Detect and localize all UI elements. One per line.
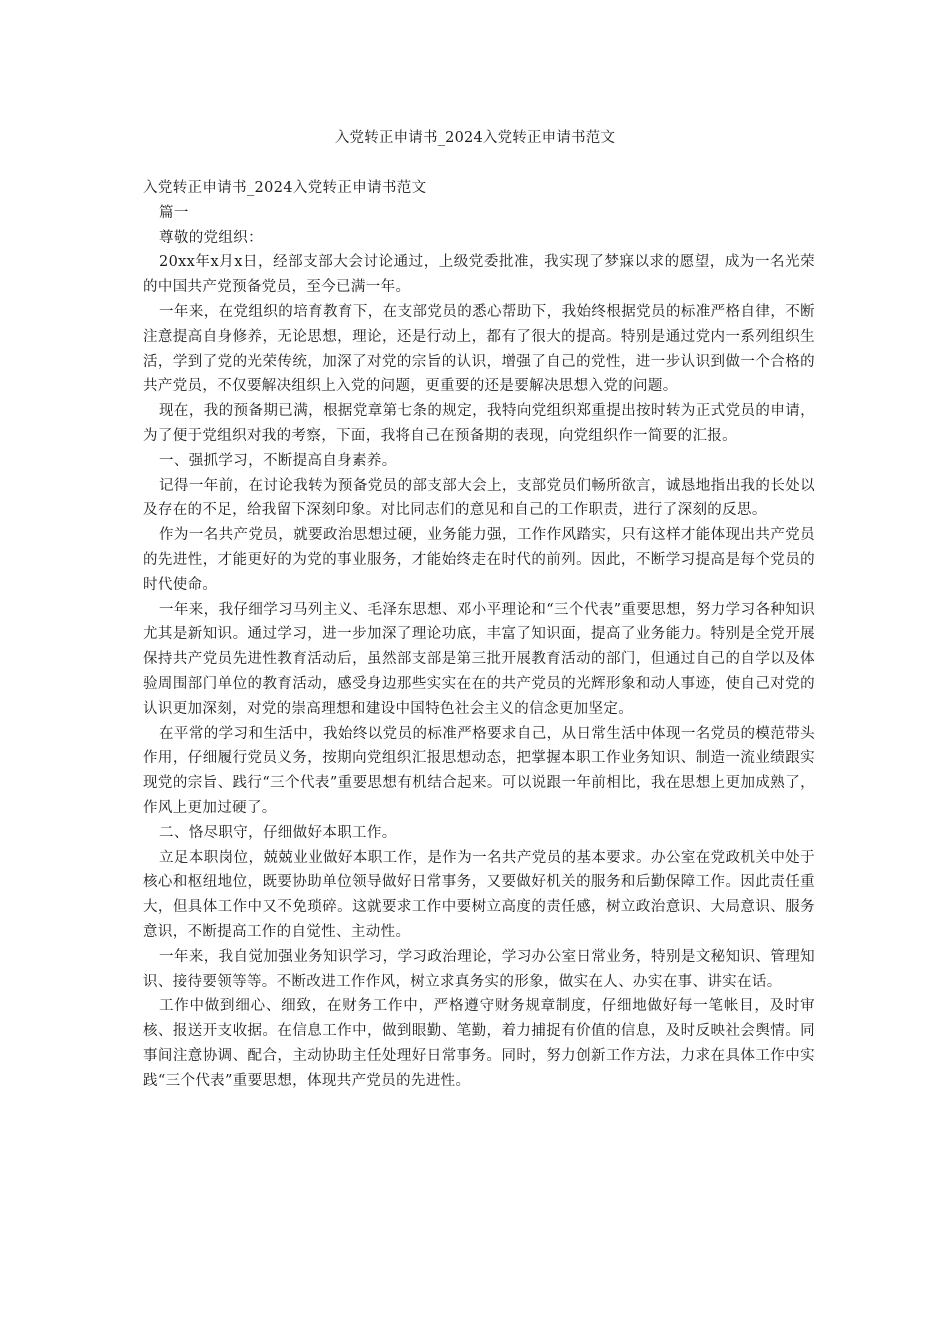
section-label: 篇一 [159,204,189,221]
document-title: 入党转正申请书_2024入党转正申请书范文 [334,130,616,146]
document-body [143,176,815,1093]
paragraph: 立足本职岗位，兢兢业业做好本职工作，是作为一名共产党员的基本要求。办公室在党政机关中处于核心和枢纽地位，既要协助单位领导做好日常事务，又要做好机关的服务和后勤保障工作。因此责任重大，但具体工作中又不免琐碎。这就要求工作中要树立高度的责任感，树立政治意识、大局意识、服务意识，不断提高工作的自觉性、主动性。 [143,849,815,940]
paragraph: 现在，我的预备期已满，根据党章第七条的规定，我特向党组织郑重提出按时转为正式党员的申请，为了便于党组织对我的考察，下面，我将自己在预备期的表现，向党组织作一简要的汇报。 [143,403,815,444]
paragraph: 在平常的学习和生活中，我始终以党员的标准严格要求自己，从日常生活中体现一名党员的模范带头作用，仔细履行党员义务，按期向党组织汇报思想动态，把掌握本职工作业务知识、制造一流业绩跟实现党的宗旨、践行“三个代表”重要思想有机结合起来。可以说跟一年前相比，我在思想上更加成熟了，作风上更加过硬了。 [143,725,815,816]
paragraph: 一年来，在党组织的培育教育下，在支部党员的悉心帮助下，我始终根据党员的标准严格自律，不断注意提高自身修养，无论思想，理论，还是行动上，都有了很大的提高。特别是通过党内一系列组织生活，学到了党的光荣传统，加深了对党的宗旨的认识，增强了自己的党性，进一步认识到做一个合格的共产党员，不仅要解决组织上入党的问题，更重要的还是要解决思想入党的问题。 [143,303,815,395]
document-subtitle: 入党转正申请书_2024入党转正申请书范文 [143,180,427,196]
salutation: 尊敬的党组织： [159,229,263,246]
paragraph: 一年来，我仔细学习马列主义、毛泽东思想、邓小平理论和“三个代表”重要思想，努力学习各种知识尤其是新知识。通过学习，进一步加深了理论功底，丰富了知识面，提高了业务能力。特别是全党开展保持共产党员先进性教育活动后，虽然部支部是第三批开展教育活动的部门，但通过自己的自学以及体验周围部门单位的教育活动，感受身边那些实实在在的共产党员的光辉形象和动人事迹，使自己对党的认识更加深刻，对党的崇高理想和建设中国特色社会主义的信念更加坚定。 [143,601,815,717]
paragraph: 20xx年x月x日，经部支部大会讨论通过，上级党委批准，我实现了梦寐以求的愿望，成为一名光荣的中国共产党预备党员，至今已满一年。 [143,254,815,296]
section-heading: 二、恪尽职守，仔细做好本职工作。 [159,824,397,841]
paragraph: 作为一名共产党员，就要政治思想过硬，业务能力强，工作作风踏实，只有这样才能体现出共产党员的先进性，才能更好的为党的事业服务，才能始终走在时代的前列。因此，不断学习提高是每个党员的时代使命。 [143,527,815,593]
paragraph: 工作中做到细心、细致，在财务工作中，严格遵守财务规章制度，仔细地做好每一笔帐目，及时审核、报送开支收据。在信息工作中，做到眼勤、笔勤，着力捕捉有价值的信息，及时反映社会舆情。同事间注意协调、配合，主动协助主任处理好日常事务。同时，努力创新工作方法，力求在具体工作中实践“三个代表”重要思想，体现共产党员的先进性。 [143,998,815,1089]
paragraph: 记得一年前，在讨论我转为预备党员的部支部大会上，支部党员们畅所欲言，诚恳地指出我的长处以及存在的不足，给我留下深刻印象。对比同志们的意见和自己的工作职责，进行了深刻的反思。 [143,477,815,519]
section-heading: 一、强抓学习，不断提高自身素养。 [159,452,397,469]
paragraph: 一年来，我自觉加强业务知识学习，学习政治理论，学习办公室日常业务，特别是文秘知识、管理知识、接待要领等等。不断改进工作作风，树立求真务实的形象，做实在人、办实在事、讲实在话。 [143,948,815,990]
